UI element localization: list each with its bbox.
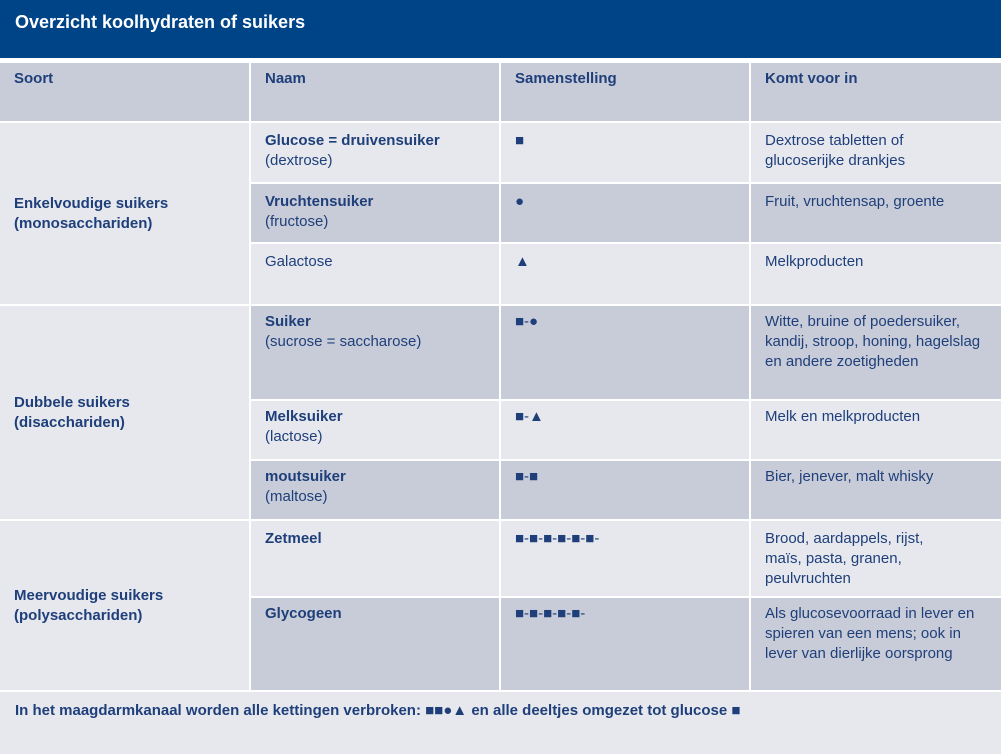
table-row-samenstelling: ■-▲ [501, 401, 749, 459]
table-row-name [251, 244, 499, 304]
group-label: Meervoudige suikers [14, 586, 164, 604]
footer-note: In het maagdarmkanaal worden alle kettingen verbroken: ■■●▲ en alle deeltjes omgezet tot glucose ■ [0, 692, 1001, 754]
row-sub: (dextrose) [265, 152, 333, 169]
group-label: Dubbele suikers [14, 393, 130, 411]
group-sublabel: (polysacchariden) [14, 606, 143, 624]
row-name: Glucose = druivensuiker [265, 132, 440, 149]
table-row-samenstelling: ■ [501, 123, 749, 182]
table-row-name [251, 521, 499, 596]
table-row-komt-voor-in: Fruit, vruchtensap, groente [751, 184, 1001, 242]
table-row-samenstelling: ● [501, 184, 749, 242]
table-row-samenstelling: ■-■ [501, 461, 749, 519]
row-sub: (sucrose = saccharose) [265, 333, 422, 350]
table-row-komt-voor-in: Melkproducten [751, 244, 1001, 304]
table-row-samenstelling: ■-● [501, 306, 749, 399]
table-row-name [251, 306, 499, 399]
table-row-komt-voor-in: Bier, jenever, malt whisky [751, 461, 1001, 519]
row-sub: (fructose) [265, 213, 329, 230]
row-name: Zetmeel [265, 530, 322, 547]
row-name: moutsuiker [265, 468, 346, 485]
table-row-komt-voor-in: Brood, aardappels, rijst, maïs, pasta, granen, peulvruchten [751, 521, 1001, 596]
group-sublabel: (disacchariden) [14, 413, 125, 431]
group-polysacchariden [0, 521, 249, 690]
row-name: Suiker [265, 313, 311, 330]
table-row-komt-voor-in: Witte, bruine of poedersuiker, kandij, stroop, honing, hagelslag en andere zoetigheden [751, 306, 1001, 399]
row-sub: (lactose) [265, 428, 323, 445]
row-name: Glycogeen [265, 605, 342, 622]
page-title: Overzicht koolhydraten of suikers [15, 12, 306, 32]
row-sub: Galactose [265, 253, 333, 270]
group-disacchariden [0, 306, 249, 519]
table-row-name [251, 598, 499, 690]
table-row-name [251, 401, 499, 459]
table-row-komt-voor-in: Melk en melkproducten [751, 401, 1001, 459]
row-name: Melksuiker [265, 408, 343, 425]
row-name: Vruchtensuiker [265, 193, 374, 210]
group-sublabel: (monosacchariden) [14, 214, 153, 232]
header-komt-voor-in: Komt voor in [751, 63, 1001, 121]
group-label: Enkelvoudige suikers [14, 194, 169, 212]
header-samenstelling: Samenstelling [501, 63, 749, 121]
table-row-samenstelling: ■-■-■-■-■- [501, 598, 749, 690]
row-sub: (maltose) [265, 488, 328, 505]
table-row-komt-voor-in: Als glucosevoorraad in lever en spieren van een mens; ook in lever van dierlijke oorsprong [751, 598, 1001, 690]
table-row-name [251, 461, 499, 519]
group-monosacchariden [0, 123, 249, 304]
table-row-samenstelling: ▲ [501, 244, 749, 304]
header-naam: Naam [251, 63, 499, 121]
table-row-name [251, 184, 499, 242]
header-soort: Soort [0, 63, 249, 121]
table-row-samenstelling: ■-■-■-■-■-■- [501, 521, 749, 596]
table-row-name [251, 123, 499, 182]
table-row-komt-voor-in: Dextrose tabletten of glucoserijke drankjes [751, 123, 1001, 182]
